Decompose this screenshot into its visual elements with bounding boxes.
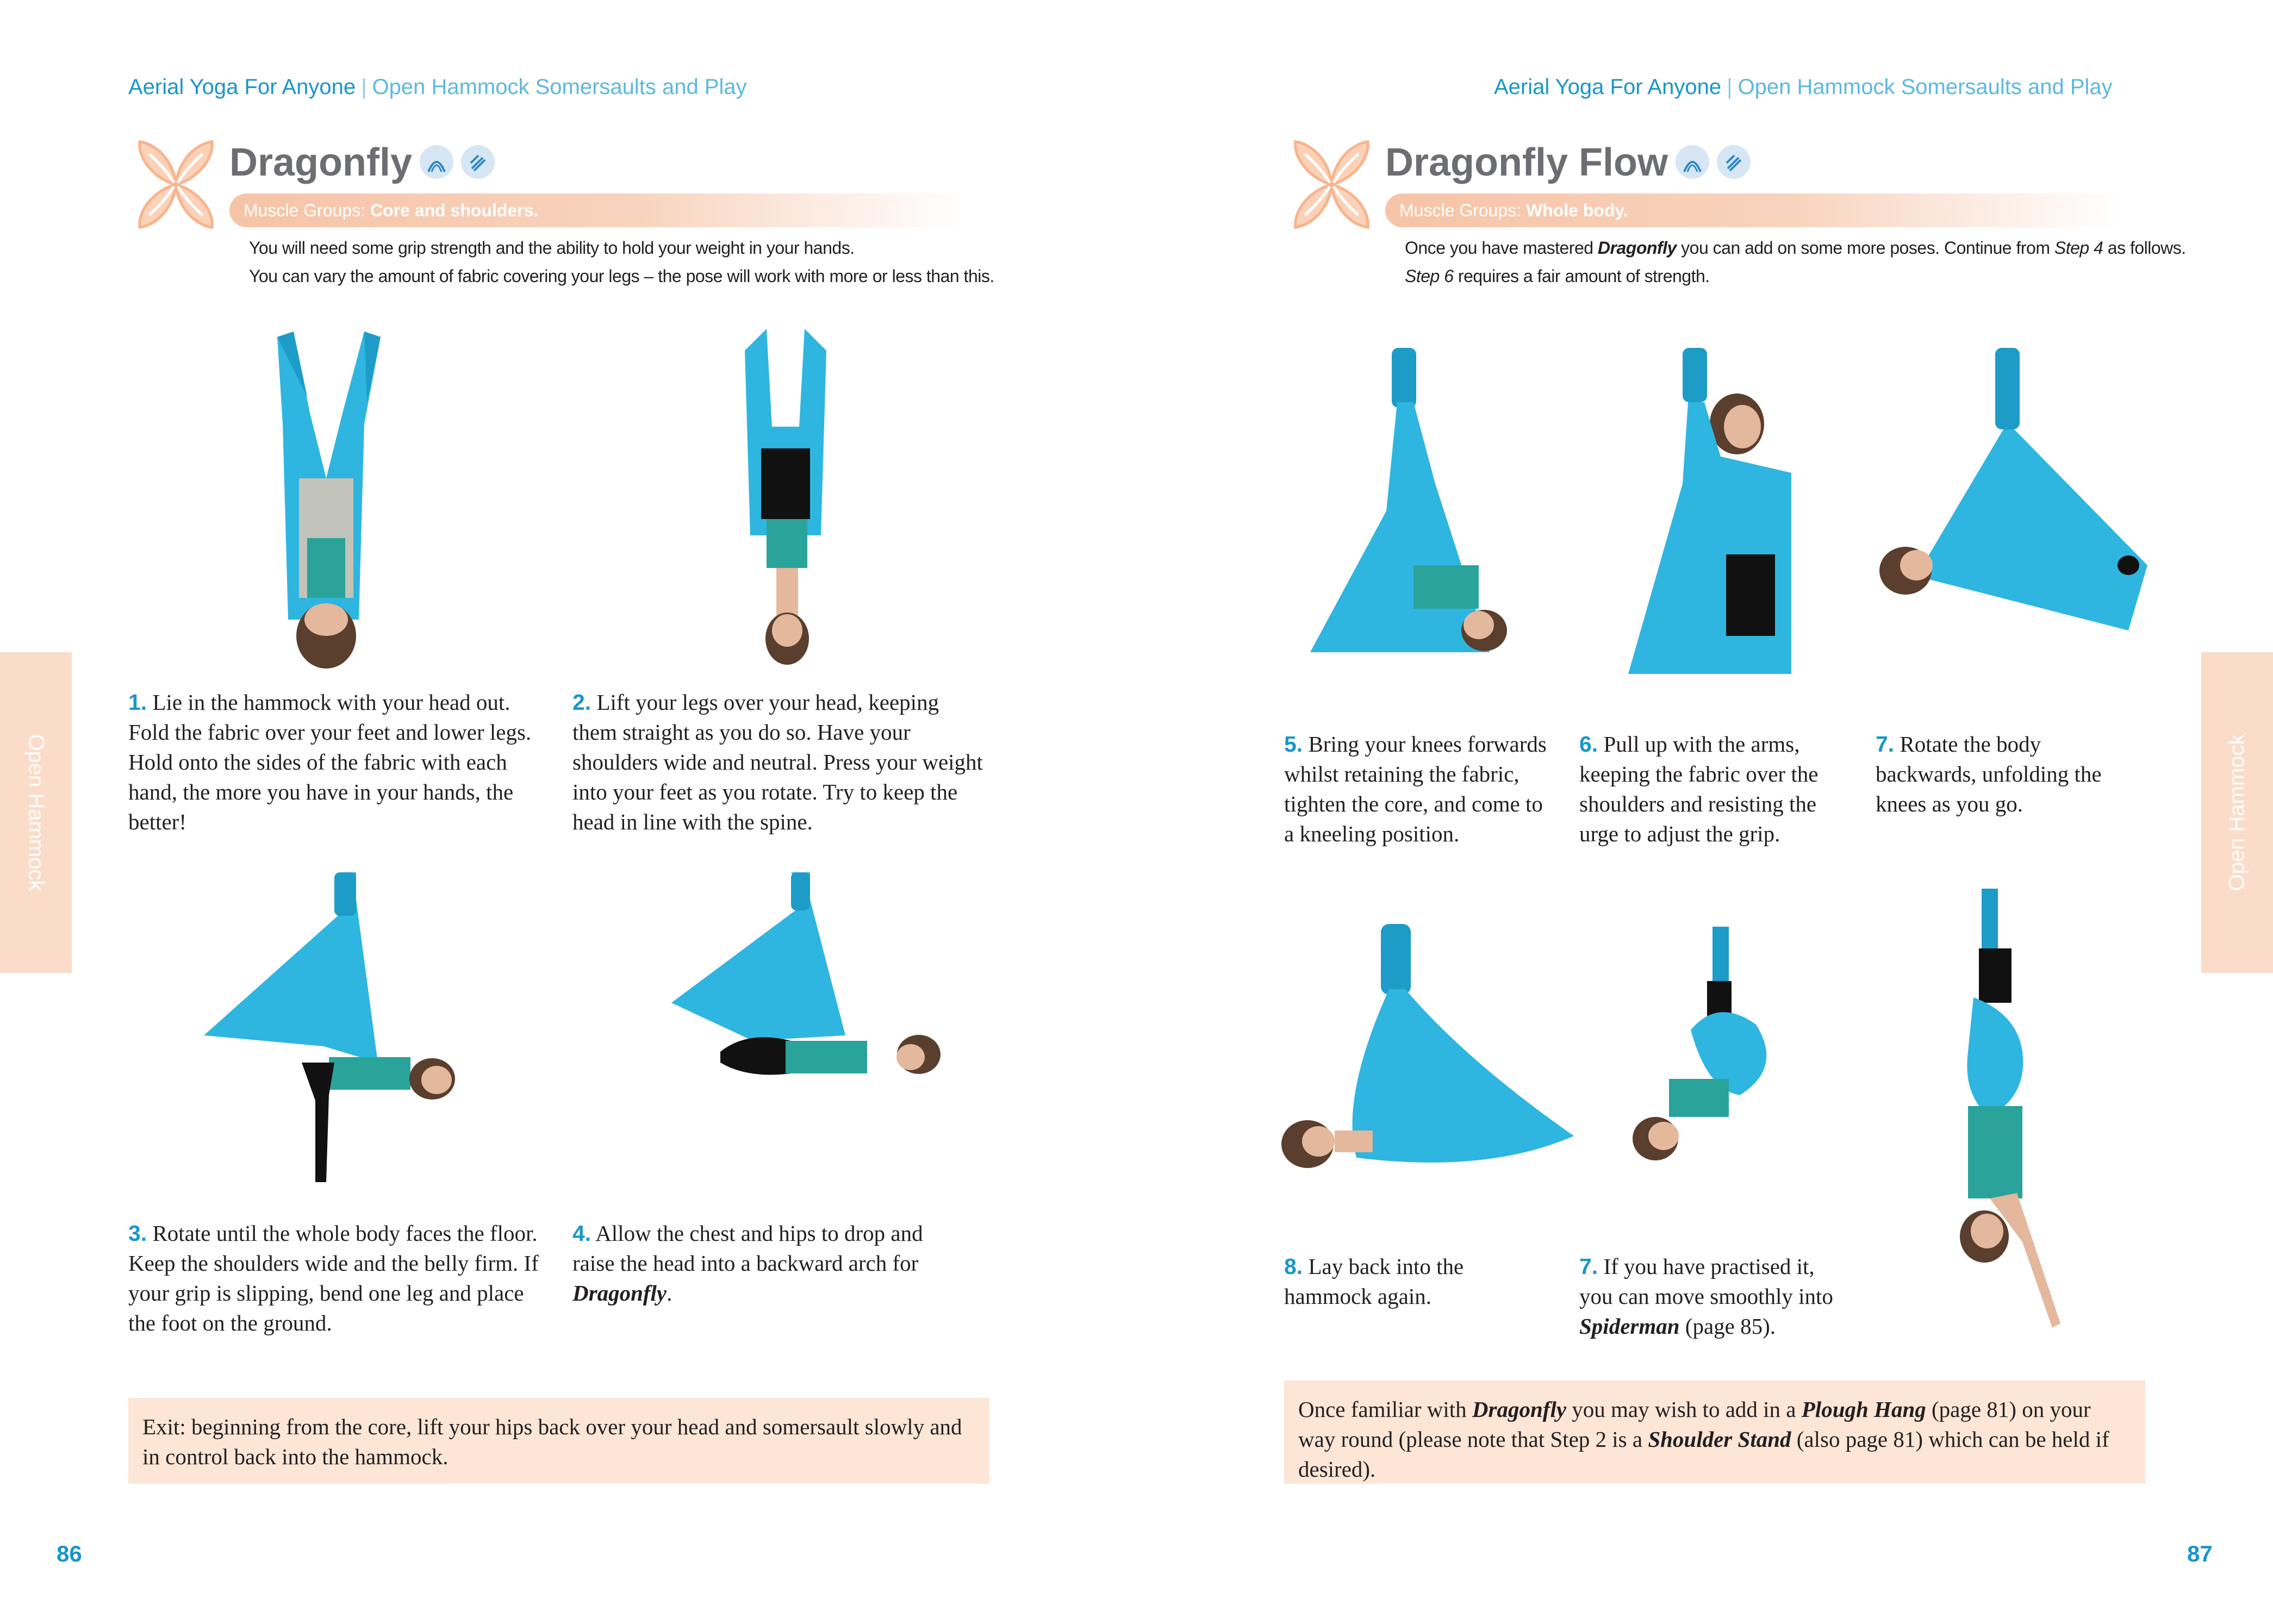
step-text-5: 5. Bring your knees forwards whilst retaining the fabric, tighten the core, and come to a kneeling position. [1284, 732, 1547, 846]
header-section-title: Open Hammock Somersaults and Play [372, 75, 747, 99]
exit-note-text: Exit: beginning from the core, lift your hips back over your head and somersault slowly and in control back into the hammock. [142, 1414, 962, 1469]
header-book-title: Aerial Yoga For Anyone [1494, 75, 1722, 99]
butterfly-logo-icon [1284, 137, 1379, 232]
muscle-groups-bar [1385, 193, 2119, 227]
muscle-groups-label: Muscle Groups: [1399, 201, 1526, 220]
header-section-title: Open Hammock Somersaults and Play [1738, 75, 2113, 99]
strength-difficulty-icon [461, 145, 495, 179]
intro-line: Once you have mastered Dragonfly you can add on some more poses. Continue from Step 4 as follows. [1405, 238, 2186, 258]
intro-line: You will need some grip strength and the ability to hold your weight in your hands. [249, 238, 855, 258]
strength-difficulty-icon [1717, 145, 1751, 179]
header-book-title: Aerial Yoga For Anyone [128, 75, 356, 99]
muscle-groups-value: Whole body. [1525, 201, 1628, 220]
side-tab-label: Open Hammock [2225, 734, 2249, 891]
pose-title [1385, 140, 1751, 185]
page-number-right: 87 [2187, 1541, 2213, 1566]
pose-photo-step-5 [1310, 348, 1528, 663]
step-text-7: 7. Rotate the body backwards, unfolding the knees as you go. [1876, 732, 2102, 816]
side-tab-left [0, 652, 72, 973]
intro-line: You can vary the amount of fabric covering your legs – the pose will work with more or less than this. [249, 266, 994, 286]
header-separator: | [361, 75, 367, 99]
intro-text [249, 234, 994, 290]
hammock-difficulty-icon [1676, 145, 1709, 179]
running-header-left [128, 75, 747, 99]
pose-photo-step-8 [1280, 924, 1574, 1174]
muscle-groups-label: Muscle Groups: [244, 201, 370, 220]
running-header-right [1494, 75, 2113, 99]
step-text-2: 2. Lift your legs over your head, keeping them straight as you do so. Have your shoulders wide and neutral. Press your weight into your feet as you rotate. Try to keep the head in line with the spine. [572, 690, 983, 834]
pose-title-text: Dragonfly [229, 141, 413, 184]
pose-photo-step-7-spiderman [1631, 927, 1789, 1166]
pose-photo-step-2 [728, 318, 843, 677]
step-text-1: 1. Lie in the hammock with your head out. Fold the fabric over your feet and lower legs. Hold onto the sides of the fabric with each hand, the more you have in your hands, the better! [128, 690, 532, 834]
page-number-left: 86 [57, 1541, 82, 1566]
pose-title [229, 140, 495, 185]
side-tab-right [2201, 652, 2273, 973]
pose-photo-inverted-hang [1941, 889, 2066, 1334]
step-text-7-spiderman: 7. If you have practised it, you can move smoothly into Spiderman (page 85). [1579, 1254, 1833, 1339]
tip-note-box: Once familiar with Dragonfly you may wish to add in a Plough Hang (page 81) on your way round (please note that Step 2 is a Shoulder Stand (also page 81) which can be held if desired). [1284, 1381, 2145, 1484]
hammock-difficulty-icon [420, 145, 453, 179]
header-separator: | [1727, 75, 1733, 99]
pose-photo-step-6 [1628, 348, 1808, 685]
step-text-6: 6. Pull up with the arms, keeping the fabric over the shoulders and resisting the urge to adjust the grip. [1579, 732, 1819, 846]
step-text-3: 3. Rotate until the whole body faces the floor. Keep the shoulders wide and the belly firm. If your grip is slipping, bend one leg and place the foot on the ground. [128, 1221, 539, 1335]
pose-photo-step-4 [671, 867, 943, 1095]
step-text-8: 8. Lay back into the hammock again. [1284, 1254, 1464, 1309]
muscle-groups-value: Core and shoulders. [370, 201, 539, 220]
pose-photo-step-1 [256, 315, 397, 674]
intro-text [1405, 234, 2186, 290]
step-text-4: 4. Allow the chest and hips to drop and raise the head into a backward arch for Dragonfly. [572, 1221, 923, 1306]
butterfly-logo-icon [128, 137, 223, 232]
exit-note-box [128, 1398, 989, 1484]
pose-photo-step-3 [204, 867, 459, 1188]
muscle-groups-bar [229, 193, 963, 227]
side-tab-label: Open Hammock [24, 734, 48, 891]
pose-title-text: Dragonfly Flow [1385, 141, 1668, 184]
intro-line: Step 6 requires a fair amount of strength. [1405, 266, 1710, 286]
pose-photo-step-7 [1873, 348, 2147, 630]
